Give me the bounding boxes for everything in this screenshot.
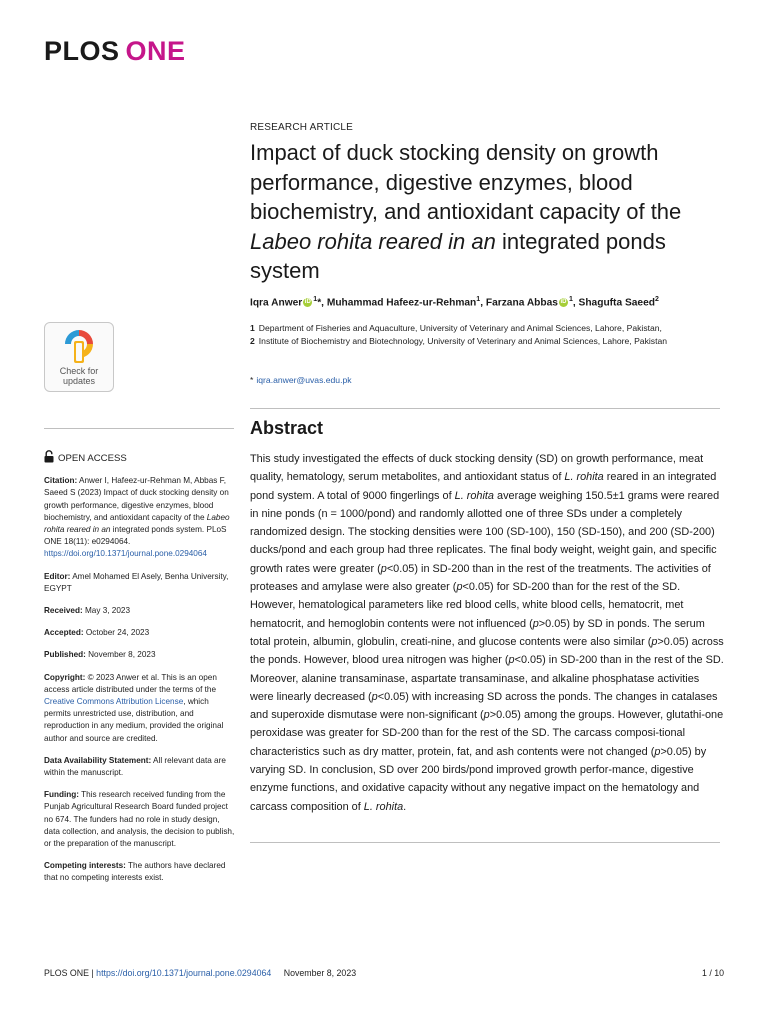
abstract-italic-term: p xyxy=(483,709,490,722)
editor-label: Editor: xyxy=(44,571,71,581)
sidebar-divider xyxy=(44,428,234,429)
author-name[interactable]: Shagufta Saeed xyxy=(578,297,655,309)
corresponding-star: * xyxy=(250,375,254,385)
abstract-italic-term: p xyxy=(654,745,661,758)
page-number: 1 / 10 xyxy=(701,968,724,978)
abstract-segment: >0.05) across the ponds. However, blood urea nitrogen was higher ( xyxy=(250,635,724,667)
citation-block xyxy=(44,475,236,560)
open-access-badge xyxy=(44,450,236,467)
competing-interests-block xyxy=(44,860,236,884)
affiliation-item xyxy=(250,335,725,348)
accepted-date: October 24, 2023 xyxy=(83,628,150,638)
check-updates-icon xyxy=(62,327,96,365)
published-label: Published: xyxy=(44,650,86,660)
published-date: November 8, 2023 xyxy=(85,650,156,660)
license-link[interactable]: Creative Commons Attribution License xyxy=(44,697,184,707)
abstract-italic-term: p xyxy=(380,562,387,575)
citation-text1: Anwer I, Hafeez-ur-Rehman M, Abbas F, Saeed S (2023) Impact of duck stocking density on growth performance, digestive enzymes, blood biochemistry, and antioxidant capacity of the xyxy=(44,476,229,522)
check-updates-line1: Check for xyxy=(59,366,99,376)
open-access-label: OPEN ACCESS xyxy=(58,452,127,464)
abstract-italic-term: p xyxy=(371,690,378,703)
check-for-updates-badge[interactable] xyxy=(44,322,114,392)
abstract-segment: <0.05) for SD-200 than for the rest of the SD. However, hematological parameters like red blood cells, white blood cells, hematocrit, met hematocrit, and hemoglobin contents were not influenced ( xyxy=(250,581,684,630)
abstract-segment: . xyxy=(403,800,407,813)
abstract-segment: >0.05) by SD in ponds. The serum total protein, albumin, globulin, creati-nine, and glucose contents were also similar ( xyxy=(250,617,705,648)
author-separator: *, xyxy=(317,297,327,309)
received-block xyxy=(44,605,236,617)
journal-logo[interactable] xyxy=(44,36,186,67)
author-name[interactable]: Muhammad Hafeez-ur-Rehman xyxy=(326,297,477,309)
received-date: May 3, 2023 xyxy=(82,606,131,616)
data-availability-label: Data Availability Statement: xyxy=(44,755,152,765)
abstract-segment: average weighing 150.5±1 grams were reared in nine ponds (n = 1000/pond) and randomly allotted one of three SDs under a completely randomized design. The stocking densities were 100 (SD-100), 150 (SD-150), and 200 (SD-200) ducks/pond and each group had three replicates. The final body weight, weight gain, and specific growth rates were greater ( xyxy=(250,489,720,575)
abstract-text xyxy=(250,450,725,816)
abstract-italic-term: p xyxy=(508,654,515,667)
abstract-italic-term: p xyxy=(651,635,658,648)
orcid-icon[interactable]: iD xyxy=(560,299,567,306)
author-separator: , xyxy=(480,297,486,309)
open-lock-icon xyxy=(44,450,54,467)
funding-text: This research received funding from the Punjab Agricultural Research Board funded project no 674. The funders had no role in study design, data collection, and analysis, the decision to publish, or the preparation of the manuscript. xyxy=(44,790,235,849)
logo-plos: PLOS xyxy=(44,36,120,66)
author-separator: , xyxy=(572,297,579,309)
citation-doi-link[interactable]: https://doi.org/10.1371/journal.pone.0294064 xyxy=(44,549,207,559)
title-part2: integrated ponds system xyxy=(250,228,666,283)
funding-label: Funding: xyxy=(44,790,80,800)
corresponding-email xyxy=(250,375,352,385)
footer-date: November 8, 2023 xyxy=(283,968,357,978)
affiliation-item xyxy=(250,322,725,335)
accepted-block xyxy=(44,627,236,639)
abstract-segment: <0.05) with increasing SD across the ponds. The changes in catalases and superoxide dismutase were non-significant ( xyxy=(250,690,718,722)
abstract-italic-term: p xyxy=(456,581,463,594)
editor-block xyxy=(44,571,236,595)
citation-label: Citation: xyxy=(44,476,78,486)
affiliations xyxy=(250,322,725,347)
citation-italic: Labeo rohita reared in an xyxy=(44,512,230,535)
funding-block xyxy=(44,789,236,850)
abstract-segment: <0.05) in SD-200 than in the rest of the SD. Moreover, alanine transaminase, aspartate transaminase, and alkaline phosphatase activities were linearly decreased ( xyxy=(250,654,724,703)
author-name[interactable]: Farzana Abbas xyxy=(485,297,558,309)
author-list xyxy=(250,296,720,308)
author-affiliation-sup: 2 xyxy=(654,296,659,303)
copyright-text1: © 2023 Anwer et al. This is an open access article distributed under the terms of the xyxy=(44,672,217,694)
abstract-segment: <0.05) in SD-200 than in the rest of the treatments. The activities of proteases and amylase were also greater ( xyxy=(250,562,711,594)
competing-interests-text: The authors have declared that no competing interests exist. xyxy=(44,861,226,883)
header-divider xyxy=(250,408,720,409)
article-info-sidebar xyxy=(44,450,236,895)
footer-left xyxy=(44,968,356,978)
abstract-segment: >0.05) by varying SD. In conclusion, SD over 200 birds/pond improved growth perfor-mance, digestive enzyme functions, and oxidative capacity without any negative impact on the hematology and carcass composition of xyxy=(250,745,707,813)
published-block xyxy=(44,649,236,661)
accepted-label: Accepted: xyxy=(44,628,84,638)
logo-one: ONE xyxy=(125,36,186,66)
author-affiliation-sup: 1 xyxy=(313,296,318,303)
copyright-label: Copyright: xyxy=(44,672,86,682)
abstract-italic-term: L. rohita xyxy=(564,471,604,484)
article-type: RESEARCH ARTICLE xyxy=(250,122,354,133)
footer-separator: | xyxy=(88,968,97,978)
abstract-italic-term: L. rohita xyxy=(454,489,494,502)
copyright-text2: , which permits unrestricted use, distribution, and reproduction in any medium, provided the original author and source are credited. xyxy=(44,697,224,743)
title-italic: Labeo rohita reared in an xyxy=(250,228,496,254)
data-availability-text: All relevant data are within the manuscript. xyxy=(44,755,226,778)
affiliation-text: Department of Fisheries and Aquaculture, University of Veterinary and Animal Sciences, Lahore, Pakistan, xyxy=(258,323,662,333)
author-affiliation-sup: 1 xyxy=(568,296,573,303)
page-footer xyxy=(44,968,724,978)
received-label: Received: xyxy=(44,606,83,616)
footer-journal: PLOS ONE xyxy=(44,968,89,978)
title-part1: Impact of duck stocking density on growth performance, digestive enzymes, blood biochemistry, and antioxidant capacity of the xyxy=(250,140,682,224)
copyright-block xyxy=(44,672,236,745)
editor-text: Amel Mohamed El Asely, Benha University, EGYPT xyxy=(44,571,229,593)
citation-text2: integrated ponds system. PLoS ONE 18(11): e0294064. xyxy=(44,525,227,547)
abstract-heading: Abstract xyxy=(250,418,324,438)
email-link[interactable]: iqra.anwer@uvas.edu.pk xyxy=(256,375,352,385)
check-updates-line2: updates xyxy=(62,376,96,386)
abstract-segment: reared in an integrated pond system. A total of 9000 fingerlings of xyxy=(250,471,717,502)
affiliation-text: Institute of Biochemistry and Biotechnology, University of Veterinary and Animal Sciences, Lahore, Pakistan xyxy=(258,335,668,346)
abstract-segment: This study investigated the effects of duck stocking density (SD) on growth performance, meat quality, hematology, serum metabolites, and antioxidant status of xyxy=(250,453,704,484)
author-name[interactable]: Iqra Anwer xyxy=(250,297,303,309)
data-availability-block xyxy=(44,755,236,779)
affiliation-number: 1 xyxy=(250,323,255,333)
orcid-icon[interactable]: iD xyxy=(304,299,311,306)
article-title xyxy=(250,138,730,286)
competing-interests-label: Competing interests: xyxy=(44,861,126,871)
abstract-segment: >0.05) among the groups. However, glutathi-one peroxidase was greater for SD-200 than for the rest of the SD. The carcass composi-tional characteristics such as dry matter, protein, fat, and ash contents were not changed ( xyxy=(250,709,724,758)
abstract-italic-term: p xyxy=(532,617,539,630)
abstract-divider xyxy=(250,842,720,843)
affiliation-number: 2 xyxy=(250,335,255,346)
abstract-italic-term: L. rohita xyxy=(363,800,404,813)
author-affiliation-sup: 1 xyxy=(476,296,481,303)
footer-doi-link[interactable]: https://doi.org/10.1371/journal.pone.0294064 xyxy=(96,968,272,978)
